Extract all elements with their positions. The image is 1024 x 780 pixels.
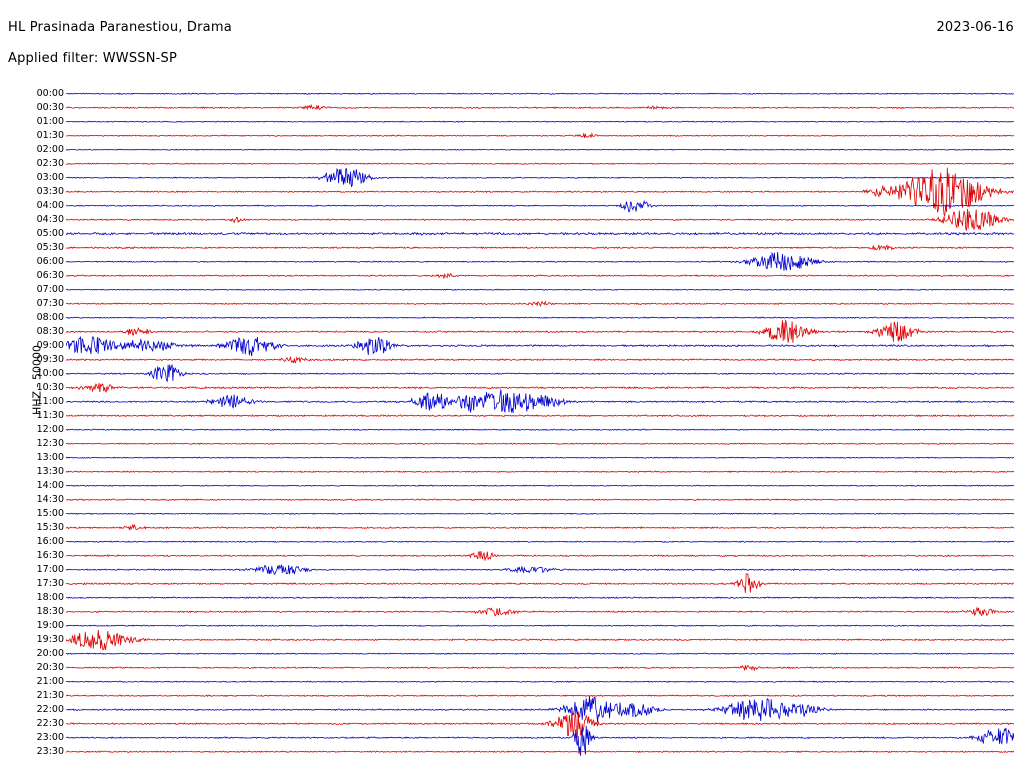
- trace-0030: [66, 105, 1014, 109]
- trace-1500: [66, 513, 1014, 514]
- trace-0830: [66, 320, 1014, 343]
- trace-2230: [66, 710, 1014, 739]
- trace-0400: [66, 201, 1014, 212]
- time-tick-label: 05:00: [36, 227, 64, 239]
- time-tick-label: 16:00: [36, 535, 64, 547]
- trace-1000: [66, 365, 1014, 382]
- trace-0800: [66, 317, 1014, 318]
- time-tick-label: 04:30: [36, 213, 64, 225]
- time-tick-label: 00:00: [36, 87, 64, 99]
- time-tick-label: 07:30: [36, 297, 64, 309]
- time-tick-label: 20:30: [36, 661, 64, 673]
- trace-1230: [66, 443, 1014, 444]
- time-tick-label: 04:00: [36, 199, 64, 211]
- trace-2100: [66, 681, 1014, 682]
- trace-0900: [66, 337, 1014, 356]
- page-title: HL Prasinada Paranestiou, Drama: [8, 20, 232, 35]
- trace-2030: [66, 665, 1014, 670]
- time-tick-label: 13:30: [36, 465, 64, 477]
- time-tick-label: 14:30: [36, 493, 64, 505]
- time-tick-label: 15:30: [36, 521, 64, 533]
- time-tick-label: 19:00: [36, 619, 64, 631]
- trace-0300: [66, 169, 1014, 187]
- time-tick-label: 10:00: [36, 367, 64, 379]
- trace-1130: [66, 415, 1014, 417]
- y-axis-label: HHZ - 50000: [30, 344, 44, 416]
- time-tick-label: 00:30: [36, 101, 64, 113]
- time-tick-label: 07:00: [36, 283, 64, 295]
- trace-1530: [66, 525, 1014, 530]
- trace-1300: [66, 457, 1014, 458]
- trace-2000: [66, 653, 1014, 654]
- time-tick-label: 22:30: [36, 717, 64, 729]
- trace-0630: [66, 274, 1014, 279]
- time-tick-label: 23:00: [36, 731, 64, 743]
- trace-1400: [66, 485, 1014, 486]
- time-tick-label: 16:30: [36, 549, 64, 561]
- time-tick-label: 01:30: [36, 129, 64, 141]
- trace-1100: [66, 390, 1014, 414]
- trace-1330: [66, 471, 1014, 472]
- trace-0100: [66, 121, 1014, 122]
- helicorder-plot: [66, 86, 1014, 758]
- trace-0000: [66, 93, 1014, 94]
- time-tick-label: 08:30: [36, 325, 64, 337]
- time-tick-label: 15:00: [36, 507, 64, 519]
- trace-1030: [66, 383, 1014, 392]
- time-tick-label: 22:00: [36, 703, 64, 715]
- trace-1730: [66, 574, 1014, 593]
- time-tick-label: 17:00: [36, 563, 64, 575]
- time-tick-label: 20:00: [36, 647, 64, 659]
- trace-1900: [66, 625, 1014, 626]
- time-tick-label: 13:00: [36, 451, 64, 463]
- time-tick-label: 02:00: [36, 143, 64, 155]
- time-tick-label: 09:30: [36, 353, 64, 365]
- time-tick-label: 11:30: [36, 409, 64, 421]
- trace-2330: [66, 751, 1014, 752]
- time-tick-label: 08:00: [36, 311, 64, 323]
- trace-0500: [66, 233, 1014, 235]
- time-tick-label: 02:30: [36, 157, 64, 169]
- trace-1930: [66, 630, 1014, 650]
- trace-0700: [66, 289, 1014, 290]
- trace-0600: [66, 252, 1014, 271]
- trace-1830: [66, 608, 1014, 616]
- trace-0930: [66, 357, 1014, 363]
- time-tick-label: 03:00: [36, 171, 64, 183]
- trace-0430: [66, 209, 1014, 230]
- trace-1800: [66, 597, 1014, 598]
- time-tick-label: 19:30: [36, 633, 64, 645]
- time-tick-label: 14:00: [36, 479, 64, 491]
- time-tick-label: 10:30: [36, 381, 64, 393]
- time-tick-label: 18:30: [36, 605, 64, 617]
- date-label: 2023-06-16: [936, 20, 1014, 35]
- trace-0530: [66, 245, 1014, 250]
- time-tick-label: 21:30: [36, 689, 64, 701]
- trace-1630: [66, 551, 1014, 561]
- time-tick-label: 23:30: [36, 745, 64, 757]
- trace-0330: [66, 168, 1014, 216]
- time-tick-label: 21:00: [36, 675, 64, 687]
- trace-1430: [66, 499, 1014, 500]
- time-tick-label: 03:30: [36, 185, 64, 197]
- time-tick-label: 18:00: [36, 591, 64, 603]
- time-tick-label: 11:00: [36, 395, 64, 407]
- trace-1200: [66, 429, 1014, 430]
- trace-0200: [66, 149, 1014, 150]
- trace-0730: [66, 302, 1014, 306]
- time-tick-label: 06:30: [36, 269, 64, 281]
- time-tick-label: 05:30: [36, 241, 64, 253]
- time-tick-label: 12:30: [36, 437, 64, 449]
- time-tick-label: 12:00: [36, 423, 64, 435]
- trace-2130: [66, 695, 1014, 696]
- trace-1700: [66, 565, 1014, 575]
- time-tick-label: 01:00: [36, 115, 64, 127]
- trace-1600: [66, 541, 1014, 542]
- filter-label: Applied filter: WWSSN-SP: [8, 51, 178, 66]
- trace-0230: [66, 163, 1014, 164]
- time-tick-label: 06:00: [36, 255, 64, 267]
- time-tick-label: 09:00: [36, 339, 64, 351]
- time-tick-label: 17:30: [36, 577, 64, 589]
- trace-0130: [66, 133, 1014, 138]
- trace-2200: [66, 696, 1014, 722]
